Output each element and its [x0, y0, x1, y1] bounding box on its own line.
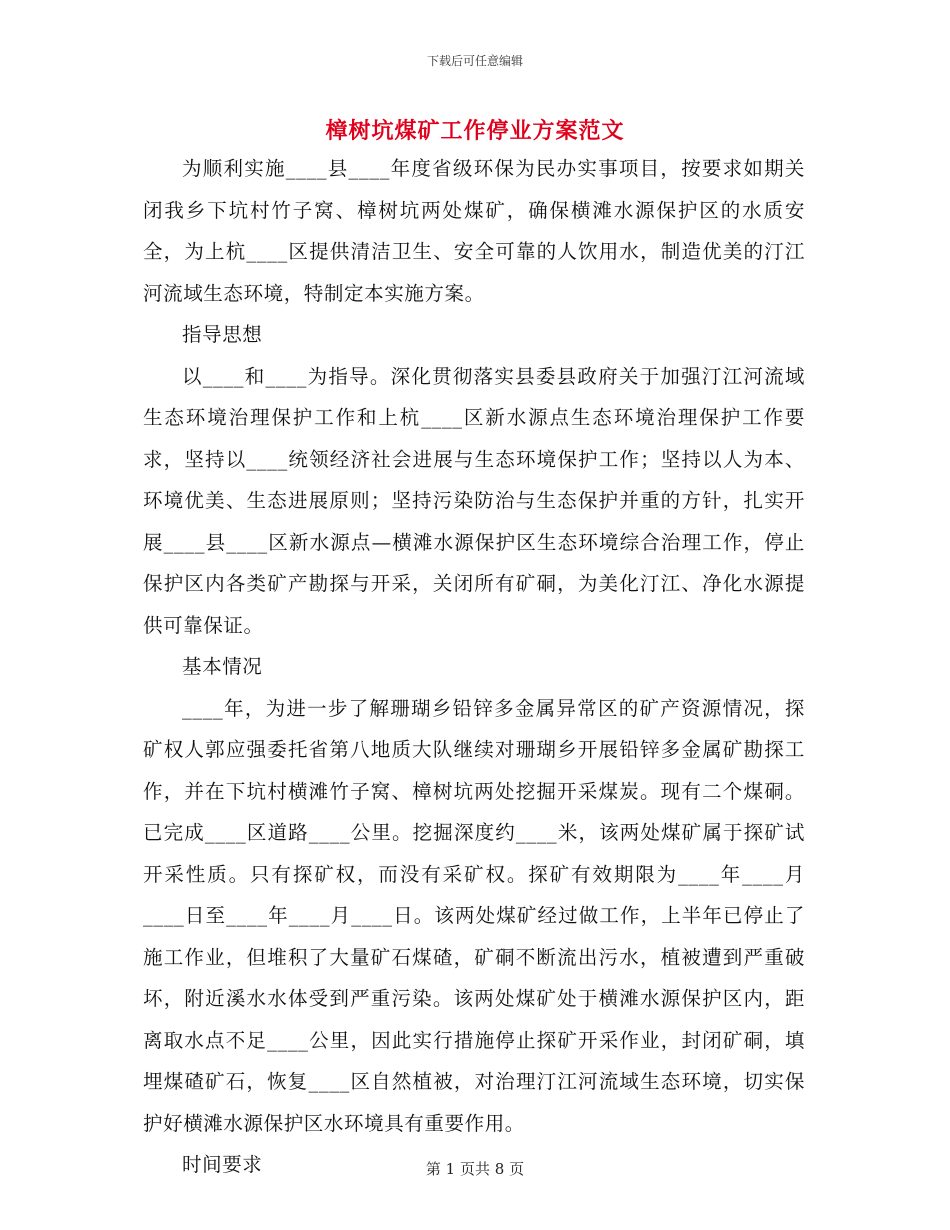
section-heading-basic-situation: 基本情况 — [182, 655, 263, 678]
intro-paragraph: 为顺利实施____县____年度省级环保为民办实事项目，按要求如期关闭我乡下坑村竹子窝、樟树坑两处煤矿，确保横滩水源保护区的水质安全，为上杭____区提供清洁卫生、安全可靠的人饮用水，制造优美的汀江河流域生态环境，特制定本实施方案。 — [143, 157, 805, 305]
document-body — [143, 148, 805, 1186]
page-number: 第 1 页共 8 页 — [425, 1160, 525, 1178]
document-title: 樟树坑煤矿工作停业方案范文 — [325, 118, 625, 144]
section-heading-time-requirements: 时间要求 — [182, 1153, 263, 1176]
page-header: 下载后可任意编辑 — [426, 54, 523, 68]
section-heading-guiding-thought: 指导思想 — [182, 323, 263, 346]
basic-situation-paragraph: ____年，为进一步了解珊瑚乡铅锌多金属异常区的矿产资源情况，探矿权人郭应强委托省第八地质大队继续对珊瑚乡开展铅锌多金属矿勘探工作，并在下坑村横滩竹子窝、樟树坑两处挖掘开采煤炭。现有二个煤硐。已完成____区道路____公里。挖掘深度约____米，该两处煤矿属于探矿试开采性质。只有探矿权，而没有采矿权。探矿有效期限为____年____月____日至____年____月____日。该两处煤矿经过做工作，上半年已停止了施工作业，但堆积了大量矿石煤碴，矿硐不断流出污水，植被遭到严重破坏，附近溪水水体受到严重污染。该两处煤矿处于横滩水源保护区内，距离取水点不足____公里，因此实行措施停止探矿开采作业，封闭矿硐，填埋煤碴矿石，恢复____区自然植被，对治理汀江河流域生态环境，切实保护好横滩水源保护区水环境具有重要作用。 — [143, 696, 805, 1135]
guiding-thought-paragraph: 以____和____为指导。深化贯彻落实县委县政府关于加强汀江河流域生态环境治理保护工作和上杭____区新水源点生态环境治理保护工作要求，坚持以____统领经济社会进展与生态环境保护工作；坚持以人为本、环境优美、生态进展原则；坚持污染防治与生态保护并重的方针，扎实开展____县____区新水源点—横滩水源保护区生态环境综合治理工作，停止保护区内各类矿产勘探与开采，关闭所有矿硐，为美化汀江、净化水源提供可靠保证。 — [143, 364, 805, 637]
